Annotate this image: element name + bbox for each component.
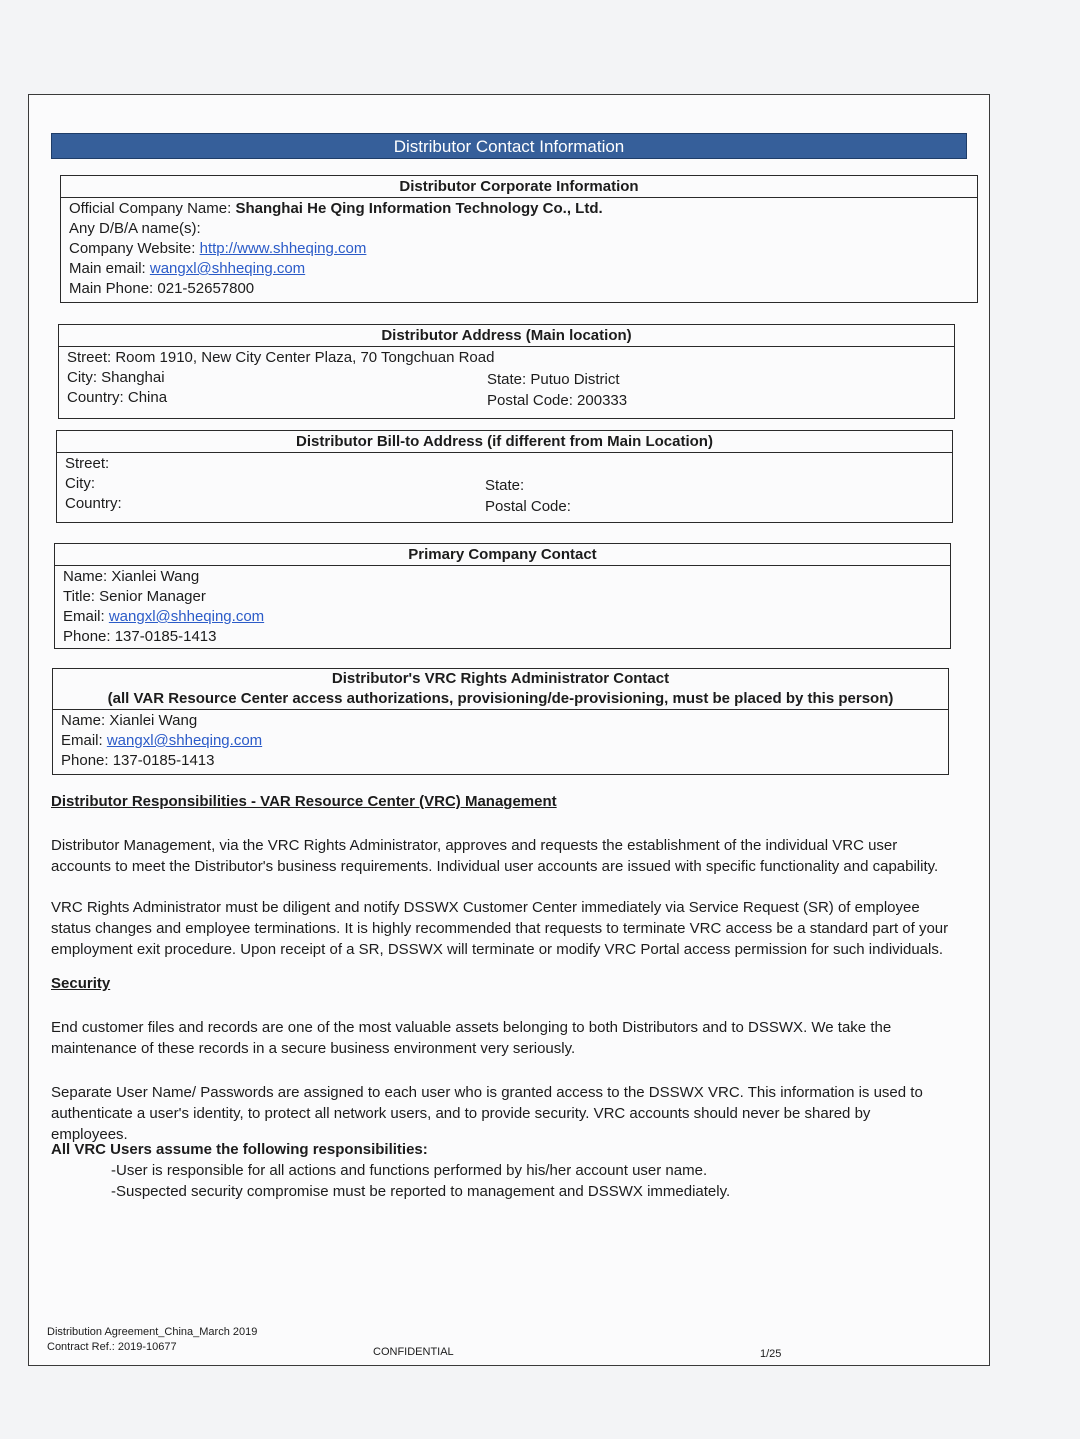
responsibility-item-1: -User is responsible for all actions and functions performed by his/her account user name. [111, 1162, 708, 1179]
website-link[interactable]: http://www.shheqing.com [199, 240, 367, 257]
vrc-email-link[interactable]: wangxl@shheqing.com [106, 732, 263, 749]
address-country: Country: China [67, 389, 168, 406]
primary-title: Title: Senior Manager [63, 588, 206, 605]
company-name-label: Official Company Name: [69, 200, 236, 217]
company-name-value: Shanghai He Qing Information Technology Co., Ltd. [235, 200, 603, 217]
billto-street: Street: [65, 455, 110, 472]
responsibility-item-2: -Suspected security compromise must be reported to management and DSSWX immediately. [111, 1183, 731, 1200]
billto-country: Country: [65, 495, 122, 512]
footer-left [47, 1325, 257, 1355]
primary-phone: Phone: 137-0185-1413 [63, 628, 217, 645]
primary-contact-box [54, 543, 951, 649]
vrc-email-label: Email: [61, 732, 107, 749]
responsibilities-heading: Distributor Responsibilities - VAR Resource Center (VRC) Management [51, 793, 557, 810]
user-responsibilities-title: All VRC Users assume the following responsibilities: [51, 1141, 428, 1158]
dba-row: Any D/B/A name(s): [69, 220, 201, 237]
address-state: State: Putuo District [487, 371, 620, 388]
primary-contact-header: Primary Company Contact [55, 544, 950, 566]
vrc-phone: Phone: 137-0185-1413 [61, 752, 215, 769]
corporate-info-header: Distributor Corporate Information [61, 176, 977, 198]
vrc-admin-header-line2: (all VAR Resource Center access authorizations, provisioning/de-provisioning, must be placed by this person) [107, 690, 894, 707]
billto-header: Distributor Bill-to Address (if different from Main Location) [57, 431, 952, 453]
primary-name: Name: Xianlei Wang [63, 568, 200, 585]
security-heading: Security [51, 975, 111, 992]
primary-email-link[interactable]: wangxl@shheqing.com [108, 608, 265, 625]
address-header: Distributor Address (Main location) [59, 325, 954, 347]
footer-page-number: 1/25 [760, 1348, 782, 1360]
vrc-admin-header-line1: Distributor's VRC Rights Administrator Contact [331, 670, 670, 687]
corporate-info-box [60, 175, 978, 303]
security-paragraph-2: Separate User Name/ Passwords are assigned to each user who is granted access to the DSSWX VRC. This information is used to authenticate a user's identity, to protect all network users, and to provide security. VRC accounts should never be shared by employees. [51, 1084, 923, 1143]
page-title: Distributor Contact Information [51, 133, 967, 159]
vrc-email-row [61, 731, 940, 751]
main-email-link[interactable]: wangxl@shheqing.com [149, 260, 306, 277]
website-label: Company Website: [69, 240, 200, 257]
address-street: Street: Room 1910, New City Center Plaza, 70 Tongchuan Road [67, 349, 495, 366]
document-page [28, 94, 990, 1366]
main-email-row [69, 259, 969, 279]
billto-postal: Postal Code: [485, 498, 571, 515]
main-email-label: Main email: [69, 260, 150, 277]
main-phone-row: Main Phone: 021-52657800 [69, 280, 255, 297]
user-responsibilities [51, 1139, 951, 1202]
responsibilities-paragraph-1: Distributor Management, via the VRC Rights Administrator, approves and requests the establishment of the individual VRC user accounts to meet the Distributor's business requirements. Individual user accounts are issued with specific functionality and capability. [51, 837, 939, 875]
vrc-name: Name: Xianlei Wang [61, 712, 198, 729]
billto-city: City: [65, 475, 95, 492]
vrc-admin-box [52, 668, 949, 775]
footer-contract-ref: Contract Ref.: 2019-10677 [47, 1341, 177, 1353]
address-city: City: Shanghai [67, 369, 165, 386]
billto-state: State: [485, 477, 525, 494]
primary-email-row [63, 607, 942, 627]
security-paragraph-1: End customer files and records are one of the most valuable assets belonging to both Distributors and to DSSWX. We take the maintenance of these records in a secure business environment very seriously. [51, 1019, 892, 1057]
address-box [58, 324, 955, 419]
website-row [69, 239, 969, 259]
primary-email-label: Email: [63, 608, 109, 625]
vrc-admin-header [53, 669, 948, 710]
address-postal: Postal Code: 200333 [487, 392, 628, 409]
responsibilities-paragraph-2: VRC Rights Administrator must be diligent and notify DSSWX Customer Center immediately via Service Request (SR) of employee status changes and employee terminations. It is highly recommended that requests to terminate VRC access be a standard part of your employment exit procedure. Upon receipt of a SR, DSSWX will terminate or modify VRC Portal access permission for such individuals. [51, 899, 949, 958]
footer-doc-name: Distribution Agreement_China_March 2019 [47, 1326, 258, 1338]
company-name-row [69, 199, 969, 219]
footer-confidential: CONFIDENTIAL [373, 1346, 454, 1358]
billto-box [56, 430, 953, 523]
